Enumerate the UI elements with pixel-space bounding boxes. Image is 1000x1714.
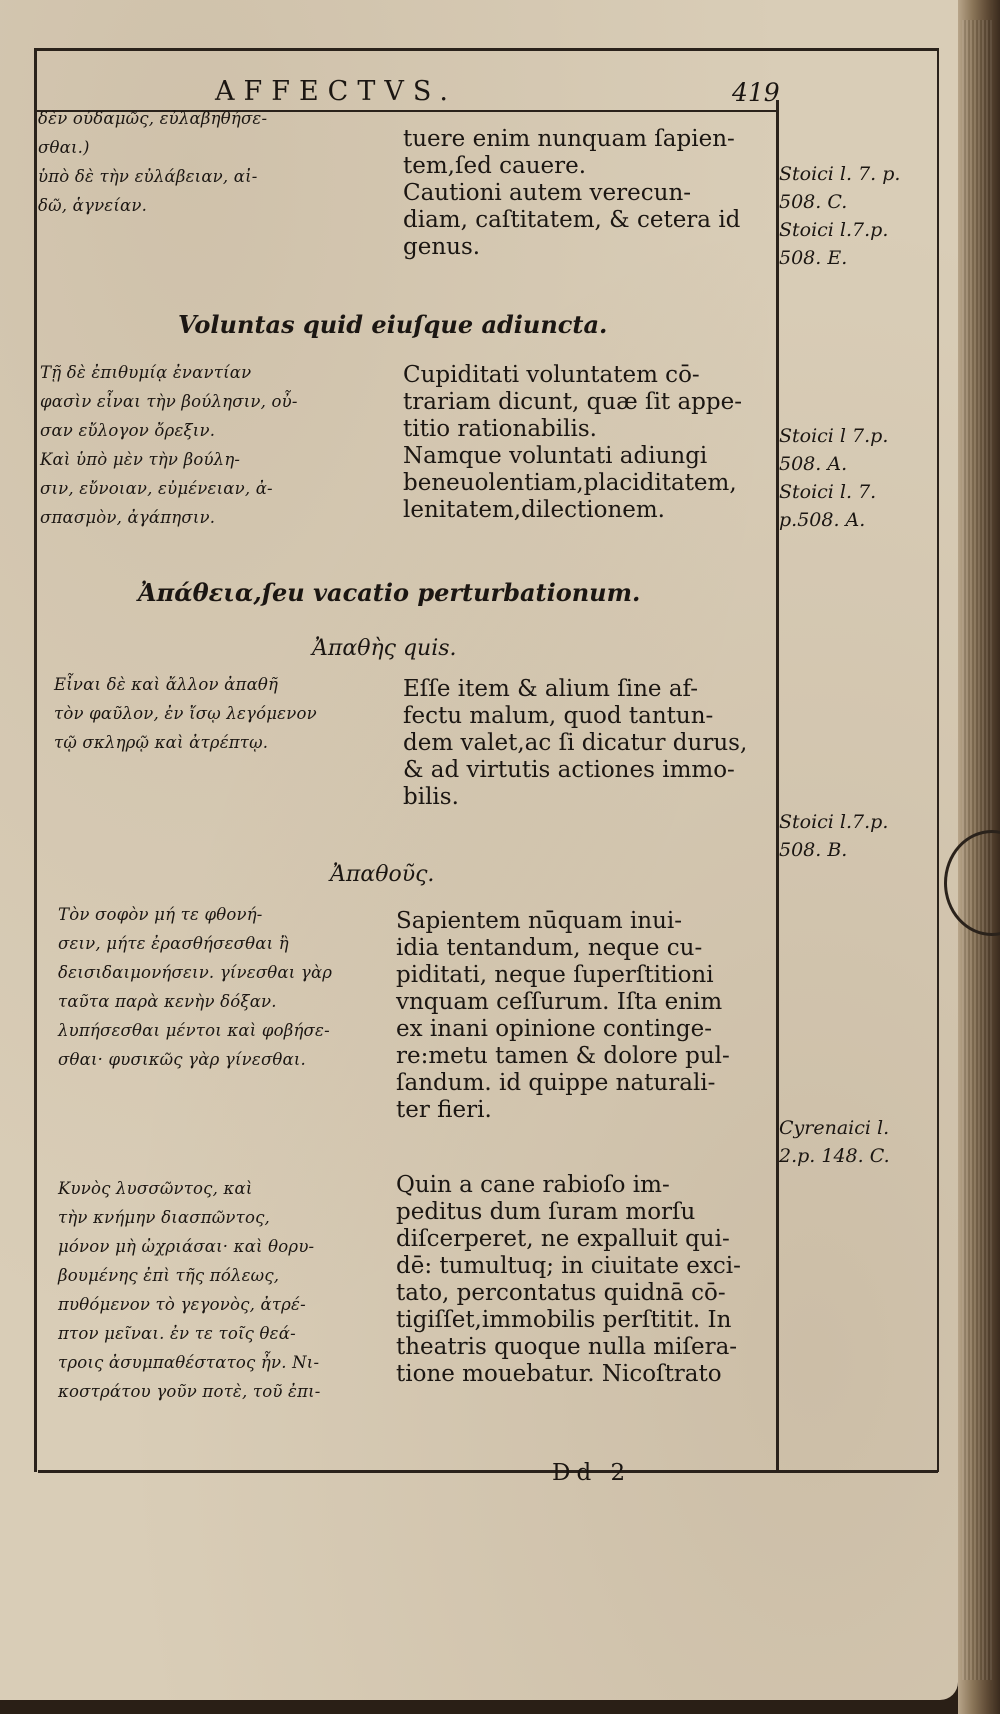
greek-text-block: Κυνὸς λυσσῶντος, καὶ τὴν κνήμην διασπῶντος, μόνον μὴ ὠχριάσαι· καὶ θορυ- βουμένης ἐπὶ τῆς πόλεως, πυθόμενον τὸ γεγονὸς, ἀτρέ- πτον μεῖναι. ἐν τε τοῖς θεά- τροις ἀσυμπαθέστατος ἦν. Νι- κοστράτου γοῦν ποτὲ, τοῦ ἐπι- <box>58 1179 321 1401</box>
marginal-note: Stoici l.7.p. 508. B. <box>779 811 889 861</box>
greek-text-block: Τῇ δὲ ἐπιθυμίᾳ ἐναντίαν φασὶν εἶναι τὴν βούλησιν, οὖ- σαν εὔλογον ὄρεξιν. Καὶ ὑπὸ μὲν τὴν βούλη- σιν, εὔνοιαν, εὐμένειαν, ἀ- σπασμὸν, ἀγάπησιν. <box>40 363 298 527</box>
marginal-note: Stoici l 7.p. 508. A. Stoici l. 7. p.508. A. <box>779 425 889 531</box>
frame-right-rule <box>937 48 939 1472</box>
latin-text-block: tuere enim nunquam ſapien- tem,ſed cauere. Cautioni autem verecun- diam, caſtitatem, & cetera id genus. <box>403 126 741 260</box>
greek-text-block: Τὸν σοφὸν μή τε φθονή- σειν, μήτε ἐρασθήσεσθαι ἢ δεισιδαιμονήσειν. γίνεσθαι γὰρ ταῦτα παρὰ κενὴν δόξαν. λυπήσεσθαι μέντοι καὶ φοβήσε- σθαι· φυσικῶς γὰρ γίνεσθαι. <box>58 905 333 1069</box>
greek-text-block: Εἶναι δὲ καὶ ἄλλον ἀπαθῆ τὸν φαῦλον, ἐν ἴσῳ λεγόμενον τῷ σκληρῷ καὶ ἀτρέπτῳ. <box>54 675 317 752</box>
latin-text-block: Quin a cane rabioſo im- peditus dum ſuram morſu diſcerperet, ne expalluit qui- dē: tumultuq; in ciuitate exci- tato, percontatus quidnā cō- tigiſſet,immobilis perſtitit. In theatris quoque nulla miſera- tione mouebatur. Nicoſtrato <box>396 1172 741 1387</box>
frame-top-rule <box>34 48 939 51</box>
marginal-note: Stoici l. 7. p. 508. C. Stoici l.7.p. 508. E. <box>779 163 901 269</box>
margin-column-rule <box>776 100 779 1472</box>
section-heading: Voluntas quid eiuſque adiuncta. <box>178 310 608 339</box>
latin-text-block: Cupiditati voluntatem cō- trariam dicunt, quæ ſit appe- titio rationabilis. Namque voluntati adiungi beneuolentiam,placiditatem, lenitatem,dilectionem. <box>403 362 743 523</box>
marginal-note: Cyrenaici l. 2.p. 148. C. <box>779 1117 890 1167</box>
section-subheading: Ἀπαθοῦς. <box>330 862 435 887</box>
latin-text-block: Eſſe item & alium ſine af- fectu malum, quod tantun- dem valet,ac ſi dicatur durus, & ad virtutis actiones immo- bilis. <box>403 676 748 810</box>
latin-text-block: Sapientem nūquam inui- idia tentandum, neque cu- piditati, neque ſuperſtitioni vnquam ceſſurum. Iſta enim ex inani opinione continge- re:metu tamen & dolore pul- ſandum. id quippe naturali- ter fieri. <box>396 908 730 1123</box>
frame-left-rule <box>34 48 37 1472</box>
signature-mark: Dd 2 <box>552 1460 632 1486</box>
section-heading: Ἀπάθεια,ſeu vacatio perturbationum. <box>138 578 641 607</box>
frame-bottom-rule <box>38 1470 938 1473</box>
page-number: 419 <box>732 78 780 107</box>
running-head: AFFECTVS. <box>215 76 457 107</box>
greek-text-block: δὲν οὐδαμῶς, εὐλαβηθήσε- σθαι.) ὑπὸ δὲ τὴν εὐλάβειαν, αἰ- δῶ, ἁγνείαν. <box>38 109 268 215</box>
section-subheading: Ἀπαθὴς quis. <box>312 636 457 661</box>
